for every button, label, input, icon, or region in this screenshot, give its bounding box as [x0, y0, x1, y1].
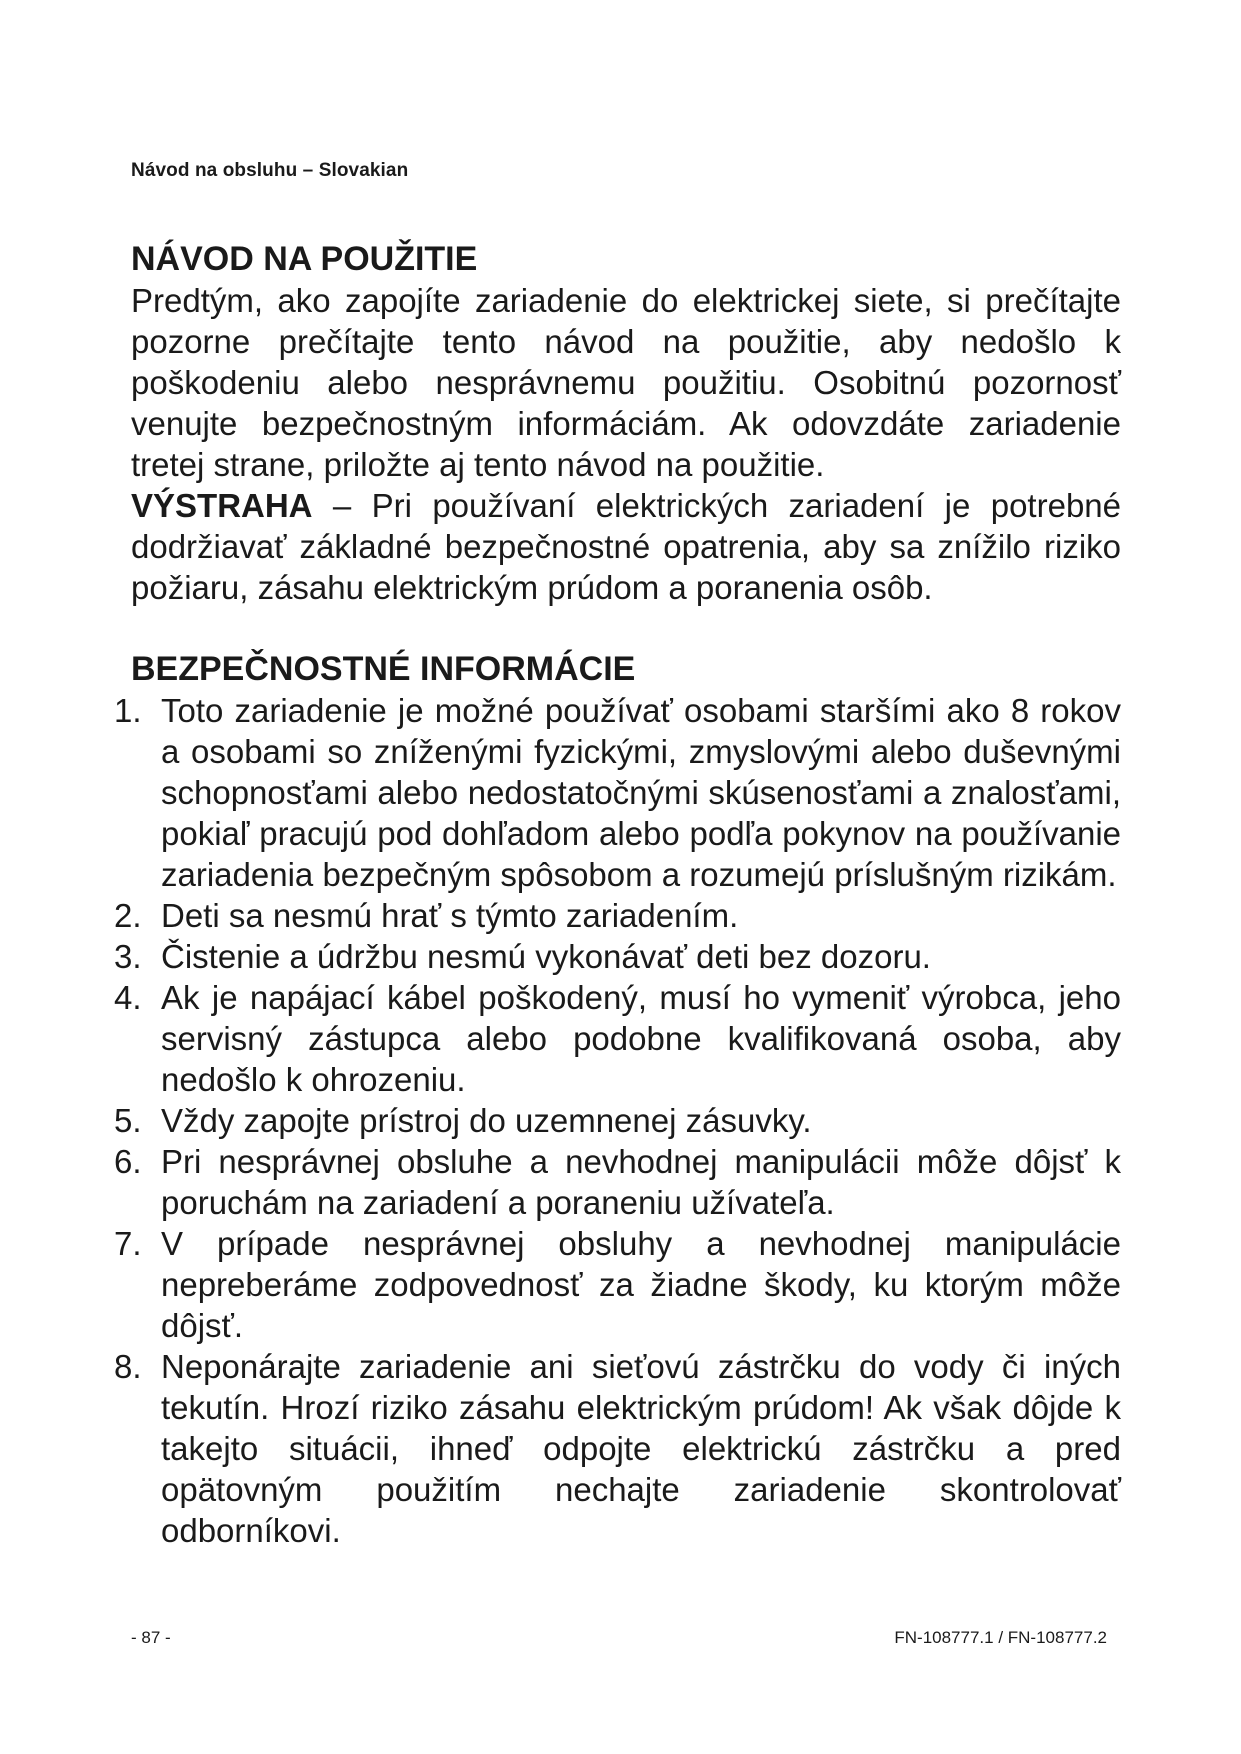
- item-number: 5.: [114, 1102, 142, 1139]
- list-item: [114, 1100, 1121, 1141]
- instructions-heading: NÁVOD NA POUŽITIE: [131, 240, 478, 278]
- list-item: [114, 1141, 1121, 1223]
- item-text: Deti sa nesmú hrať s týmto zariadením.: [161, 897, 739, 934]
- warning-paragraph: [131, 485, 1121, 608]
- safety-list: [114, 690, 1121, 1551]
- item-text: Čistenie a údržbu nesmú vykonávať deti bez dozoru.: [161, 938, 931, 975]
- item-number: 2.: [114, 897, 142, 934]
- item-number: 7.: [114, 1225, 142, 1262]
- list-item: [114, 1346, 1121, 1551]
- item-text: Ak je napájací kábel poškodený, musí ho vymeniť výrobca, jeho servisný zástupca alebo podobne kvalifikovaná osoba, aby nedošlo k ohrozeniu.: [161, 979, 1121, 1098]
- page-number: - 87 -: [131, 1628, 171, 1647]
- list-item: [114, 936, 1121, 977]
- warning-text: – Pri používaní elektrických zariadení je potrebné dodržiavať základné bezpečnostné opatrenia, aby sa znížilo riziko požiaru, zásahu elektrickým prúdom a poranenia osôb.: [131, 487, 1121, 606]
- item-text: Toto zariadenie je možné používať osobami staršími ako 8 rokov a osobami so zníženými fyzickými, zmyslovými alebo duševnými schopnosťami alebo nedostatočnými skúsenosťami a znalosťami, pokiaľ pracujú pod dohľadom alebo podľa pokynov na používanie zariadenia bezpečným spôsobom a rozumejú príslušným rizikám.: [161, 692, 1121, 893]
- item-number: 8.: [114, 1348, 142, 1385]
- list-item: [114, 895, 1121, 936]
- item-text: V prípade nesprávnej obsluhy a nevhodnej manipulácie nepreberáme zodpovednosť za žiadne škody, ku ktorým môže dôjsť.: [161, 1225, 1121, 1344]
- item-number: 6.: [114, 1143, 142, 1180]
- page-header: Návod na obsluhu – Slovakian: [131, 160, 409, 181]
- item-text: Vždy zapojte prístroj do uzemnenej zásuvky.: [161, 1102, 812, 1139]
- item-text: Pri nesprávnej obsluhe a nevhodnej manipulácii môže dôjsť k poruchám na zariadení a poraneniu užívateľa.: [161, 1143, 1121, 1221]
- item-text: Neponárajte zariadenie ani sieťovú zástrčku do vody či iných tekutín. Hrozí riziko zásahu elektrickým prúdom! Ak však dôjde k takejto situácii, ihneď odpojte elektrickú zástrčku a pred opätovným použitím nechajte zariadenie skontrolovať odborníkovi.: [161, 1348, 1121, 1549]
- page-content: [114, 238, 1121, 1551]
- item-number: 4.: [114, 979, 142, 1016]
- item-number: 3.: [114, 938, 142, 975]
- list-item: [114, 690, 1121, 895]
- item-number: 1.: [114, 692, 142, 729]
- warning-label: VÝSTRAHA: [131, 487, 313, 524]
- list-item: [114, 1223, 1121, 1346]
- instructions-intro: Predtým, ako zapojíte zariadenie do elektrickej siete, si prečítajte pozorne prečítajte tento návod na použitie, aby nedošlo k poškodeniu alebo nesprávnemu použitiu. Osobitnú pozornosť venujte bezpečnostným informáciám. Ak odovzdáte zariadenie tretej strane, priložte aj tento návod na použitie.: [131, 282, 1121, 483]
- section-spacer: [131, 608, 1121, 648]
- safety-heading: BEZPEČNOSTNÉ INFORMÁCIE: [131, 650, 636, 688]
- model-number: FN-108777.1 / FN-108777.2: [894, 1628, 1107, 1647]
- list-item: [114, 977, 1121, 1100]
